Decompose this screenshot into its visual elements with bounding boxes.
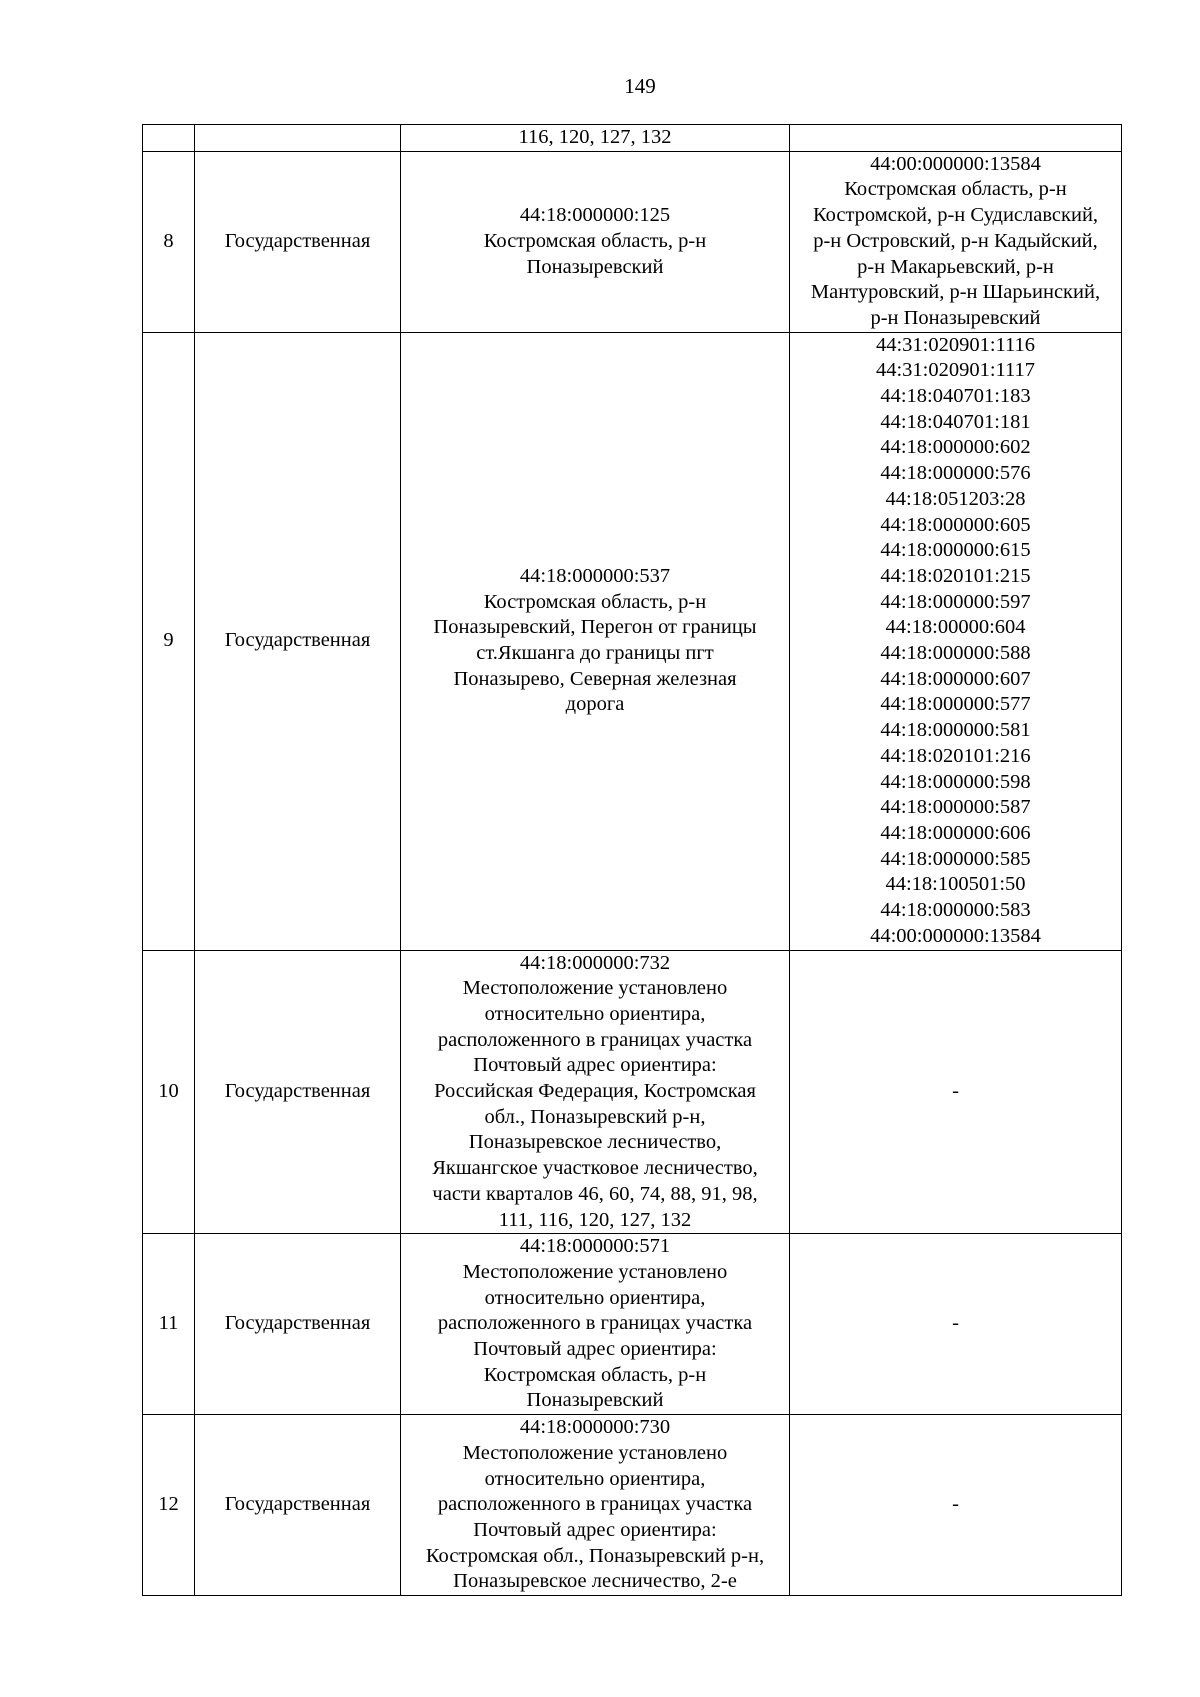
table-row — [143, 1234, 1122, 1415]
related-parcels-cell — [790, 1234, 1122, 1415]
row-number-cell: 8 — [143, 151, 195, 332]
related-parcel-line: 44:18:040701:183 — [880, 385, 1031, 408]
parcel-line: Почтовый адрес ориентира: — [473, 1054, 717, 1077]
parcel-line: Местоположение установлено — [462, 1260, 728, 1283]
related-parcel-line: 44:31:020901:1117 — [875, 359, 1036, 382]
related-parcel-line: 44:00:000000:13584 — [870, 152, 1041, 175]
parcel-line: Костромская обл., Поназыревский р-н, — [425, 1544, 765, 1567]
related-parcel-line: 44:18:000000:585 — [880, 847, 1031, 870]
related-parcel-line: р-н Островский, р-н Кадыйский, — [813, 229, 1098, 252]
parcel-line: 44:18:000000:730 — [519, 1416, 671, 1439]
related-parcels-cell — [790, 125, 1122, 152]
related-parcel-line: 44:18:000000:597 — [880, 590, 1031, 613]
related-parcel-line: 44:18:020101:215 — [880, 564, 1031, 587]
parcel-line: относительно ориентира, — [484, 1002, 706, 1025]
parcel-line: Местоположение установлено — [462, 977, 728, 1000]
parcel-line: расположенного в границах участка — [437, 1312, 753, 1335]
table-body — [143, 125, 1122, 1596]
table-row — [143, 950, 1122, 1234]
related-parcels-cell — [790, 332, 1122, 950]
related-parcel-line: Мантуровский, р-н Шарьинский, — [810, 281, 1101, 304]
parcel-cell — [401, 1234, 790, 1415]
table-row — [143, 332, 1122, 950]
parcel-line: расположенного в границах участка — [437, 1028, 753, 1051]
parcel-line: Местоположение установлено — [462, 1441, 728, 1464]
parcel-line: дорога — [565, 693, 625, 716]
parcel-line: Почтовый адрес ориентира: — [473, 1338, 717, 1361]
parcel-line: Костромская область, р-н — [483, 229, 707, 252]
related-parcel-line: 44:00:000000:13584 — [870, 924, 1041, 947]
parcel-cell — [401, 332, 790, 950]
related-parcel-line: - — [952, 1080, 959, 1103]
related-parcel-line: 44:18:000000:605 — [880, 513, 1031, 536]
row-number-cell: 10 — [143, 950, 195, 1234]
parcel-line: 44:18:000000:125 — [519, 204, 671, 227]
related-parcel-line: 44:18:000000:588 — [880, 642, 1031, 665]
table-row — [143, 151, 1122, 332]
parcel-line: Поназыревское лесничество, 2-е — [453, 1570, 737, 1593]
related-parcel-line: 44:18:100501:50 — [885, 873, 1026, 896]
row-number-cell: 11 — [143, 1234, 195, 1415]
parcel-cell — [401, 125, 790, 152]
related-parcel-line: Костромской, р-н Судиславский, — [812, 204, 1099, 227]
page-number: 149 — [624, 74, 656, 98]
related-parcel-line: - — [952, 1493, 959, 1516]
related-parcels-cell — [790, 151, 1122, 332]
related-parcel-line: 44:18:000000:587 — [880, 796, 1031, 819]
ownership-cell: Государственная — [195, 950, 401, 1234]
related-parcel-line: р-н Макарьевский, р-н — [857, 255, 1054, 278]
related-parcel-line: 44:18:000000:581 — [880, 719, 1031, 742]
related-parcel-line: 44:18:051203:28 — [885, 487, 1026, 510]
parcel-line: Поназыревский — [526, 1389, 664, 1412]
related-parcel-line: 44:18:000000:577 — [880, 693, 1031, 716]
row-number-cell: 12 — [143, 1415, 195, 1596]
parcel-cell — [401, 1415, 790, 1596]
related-parcel-line: 44:18:000000:583 — [880, 899, 1031, 922]
related-parcel-line: 44:18:020101:216 — [880, 744, 1031, 767]
parcel-line: относительно ориентира, — [484, 1467, 706, 1490]
parcel-cell — [401, 151, 790, 332]
related-parcel-line: 44:18:000000:606 — [880, 821, 1031, 844]
parcel-line: Почтовый адрес ориентира: — [473, 1518, 717, 1541]
parcel-line: Поназыревское лесничество, — [468, 1131, 722, 1154]
related-parcel-line: - — [952, 1312, 959, 1335]
parcel-line: расположенного в границах участка — [437, 1493, 753, 1516]
parcel-line: Поназыревский — [526, 255, 664, 278]
parcel-line: относительно ориентира, — [484, 1286, 706, 1309]
parcel-line: 111, 116, 120, 127, 132 — [498, 1208, 692, 1231]
parcel-cell — [401, 950, 790, 1234]
parcel-line: Якшангское участковое лесничество, — [432, 1157, 758, 1180]
parcel-line: 44:18:000000:732 — [519, 951, 671, 974]
related-parcel-line: Костромская область, р-н — [844, 178, 1067, 201]
parcel-line: 44:18:000000:537 — [519, 564, 671, 587]
parcel-line: Российская Федерация, Костромская — [434, 1080, 756, 1103]
related-parcel-line: 44:18:00000:604 — [885, 616, 1026, 639]
land-parcels-table — [142, 124, 1122, 1596]
related-parcel-line: р-н Поназыревский — [870, 306, 1041, 329]
table-row — [143, 1415, 1122, 1596]
related-parcel-line: 44:31:020901:1116 — [875, 333, 1036, 356]
related-parcel-line: 44:18:000000:602 — [880, 436, 1031, 459]
related-parcel-line: 44:18:000000:598 — [880, 770, 1031, 793]
parcel-line: Поназыревский, Перегон от границы — [433, 616, 757, 639]
table-row — [143, 125, 1122, 152]
ownership-cell: Государственная — [195, 151, 401, 332]
ownership-cell: Государственная — [195, 1415, 401, 1596]
parcel-line: Костромская область, р-н — [483, 590, 707, 613]
related-parcels-cell — [790, 1415, 1122, 1596]
parcel-line: Поназырево, Северная железная — [453, 667, 737, 690]
related-parcel-line: 44:18:000000:576 — [880, 462, 1031, 485]
parcel-line: ст.Якшанга до границы пгт — [476, 642, 714, 665]
parcel-line: Костромская область, р-н — [483, 1363, 707, 1386]
parcel-line: 44:18:000000:571 — [519, 1235, 671, 1258]
ownership-cell: Государственная — [195, 332, 401, 950]
row-number-cell: 9 — [143, 332, 195, 950]
ownership-cell: Государственная — [195, 1234, 401, 1415]
related-parcel-line: 44:18:000000:607 — [880, 667, 1031, 690]
ownership-cell — [195, 125, 401, 152]
parcel-line: обл., Поназыревский р-н, — [484, 1105, 706, 1128]
parcel-line: части кварталов 46, 60, 74, 88, 91, 98, — [432, 1182, 758, 1205]
related-parcel-line: 44:18:000000:615 — [880, 539, 1031, 562]
related-parcels-cell — [790, 950, 1122, 1234]
row-number-cell — [143, 125, 195, 152]
related-parcel-line: 44:18:040701:181 — [880, 410, 1031, 433]
parcel-line: 116, 120, 127, 132 — [518, 126, 672, 148]
